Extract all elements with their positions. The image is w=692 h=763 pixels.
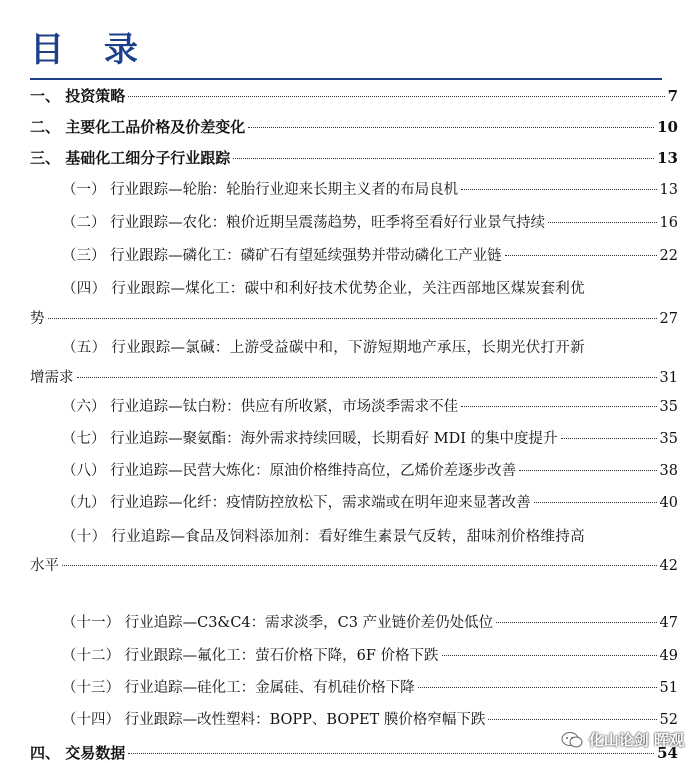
toc-entry-label: （五） 行业跟踪—氯碱：上游受益碳中和，下游短期地产承压，长期光伏打开新 bbox=[62, 340, 585, 356]
toc-entry[interactable] bbox=[30, 309, 678, 329]
toc-entry-label: （九） 行业追踪—化纤：疫情防控放松下，需求端或在明年迎来显著改善 bbox=[62, 495, 531, 511]
toc-entry[interactable] bbox=[62, 613, 678, 633]
toc-page-number: 35 bbox=[659, 431, 678, 447]
toc-page-number: 42 bbox=[659, 558, 678, 574]
toc-entry[interactable] bbox=[62, 397, 678, 417]
toc-entry-continuation: 势 bbox=[30, 311, 45, 327]
toc-leader-dots bbox=[442, 655, 657, 656]
toc-entry-label: （四） 行业跟踪—煤化工：碳中和利好技术优势企业，关注西部地区煤炭套利优 bbox=[62, 281, 585, 297]
watermark-text: 化山论剑 晖观 bbox=[588, 731, 684, 749]
toc-entry-continuation: 增需求 bbox=[30, 370, 74, 386]
page-title: 目 录 bbox=[30, 30, 152, 70]
toc-page-number: 47 bbox=[659, 615, 678, 631]
toc-entry-line bbox=[62, 279, 678, 299]
toc-page-number: 54 bbox=[657, 744, 678, 762]
toc-entry[interactable] bbox=[62, 213, 678, 233]
toc-entry-label: （八） 行业追踪—民营大炼化：原油价格维持高位，乙烯价差逐步改善 bbox=[62, 463, 517, 479]
toc-section[interactable] bbox=[30, 148, 678, 168]
toc-entry[interactable] bbox=[62, 646, 678, 666]
toc-entry-label: （七） 行业追踪—聚氨酯：海外需求持续回暖，长期看好 MDI 的集中度提升 bbox=[62, 431, 558, 447]
toc-entry-label: （三） 行业跟踪—磷化工：磷矿石有望延续强势并带动磷化工产业链 bbox=[62, 248, 502, 264]
toc-entry[interactable] bbox=[62, 246, 678, 266]
toc-page-number: 16 bbox=[659, 215, 678, 231]
toc-leader-dots bbox=[461, 406, 656, 407]
toc-entry-label: （一） 行业跟踪—轮胎：轮胎行业迎来长期主义者的布局良机 bbox=[62, 182, 459, 198]
toc-leader-dots bbox=[461, 189, 656, 190]
toc-leader-dots bbox=[534, 502, 657, 503]
toc-entry[interactable] bbox=[62, 461, 678, 481]
toc-entry-line bbox=[62, 338, 678, 358]
toc-entry[interactable] bbox=[62, 678, 678, 698]
toc-entry-label: （十） 行业追踪—食品及饲料添加剂：看好维生素景气反转，甜味剂价格维持高 bbox=[62, 529, 585, 545]
toc-page-number: 51 bbox=[659, 680, 678, 696]
toc-leader-dots bbox=[418, 687, 657, 688]
toc-leader-dots bbox=[488, 719, 656, 720]
toc-entry-continuation: 水平 bbox=[30, 558, 59, 574]
toc-entry-line bbox=[62, 527, 678, 547]
toc-entry-label: 二、 主要化工品价格及价差变化 bbox=[30, 118, 246, 136]
toc-leader-dots bbox=[519, 470, 656, 471]
toc-leader-dots bbox=[233, 158, 654, 159]
toc-entry[interactable] bbox=[30, 556, 678, 576]
toc-page-number: 27 bbox=[659, 311, 678, 327]
toc-page-number: 13 bbox=[657, 149, 678, 167]
toc-entry-label: 四、 交易数据 bbox=[30, 744, 126, 762]
toc-page-number: 52 bbox=[659, 712, 678, 728]
toc-entry[interactable] bbox=[30, 368, 678, 388]
toc-entry-label: 三、 基础化工细分子行业跟踪 bbox=[30, 149, 231, 167]
toc-leader-dots bbox=[128, 753, 654, 754]
title-rule bbox=[30, 78, 662, 80]
toc-page-number: 38 bbox=[659, 463, 678, 479]
toc-page-number: 49 bbox=[659, 648, 678, 664]
toc-section[interactable] bbox=[30, 86, 678, 106]
toc-entry[interactable] bbox=[62, 429, 678, 449]
toc-entry[interactable] bbox=[62, 710, 678, 730]
toc-leader-dots bbox=[62, 565, 657, 566]
toc-entry-label: （十二） 行业跟踪—氟化工：萤石价格下降，6F 价格下跌 bbox=[62, 648, 439, 664]
toc-page-number: 22 bbox=[659, 248, 678, 264]
toc-leader-dots bbox=[505, 255, 657, 256]
toc-entry-label: （二） 行业跟踪—农化：粮价近期呈震荡趋势，旺季将至看好行业景气持续 bbox=[62, 215, 546, 231]
toc-entry-label: 一、 投资策略 bbox=[30, 87, 126, 105]
toc-entry[interactable] bbox=[62, 180, 678, 200]
watermark bbox=[561, 729, 684, 750]
toc-leader-dots bbox=[77, 377, 657, 378]
wechat-icon bbox=[561, 731, 583, 749]
toc-leader-dots bbox=[548, 222, 656, 223]
toc-entry[interactable] bbox=[62, 493, 678, 513]
toc-leader-dots bbox=[496, 622, 656, 623]
toc-leader-dots bbox=[128, 96, 664, 97]
toc-entry-label: （十一） 行业追踪—C3&C4：需求淡季，C3 产业链价差仍处低位 bbox=[62, 615, 494, 631]
toc-entry-label: （十三） 行业追踪—硅化工：金属硅、有机硅价格下降 bbox=[62, 680, 415, 696]
toc-page-number: 7 bbox=[667, 87, 678, 105]
toc-leader-dots bbox=[48, 318, 657, 319]
toc-page-number: 10 bbox=[657, 118, 678, 136]
toc-page-number: 31 bbox=[659, 370, 678, 386]
toc-entry-label: （十四） 行业跟踪—改性塑料：BOPP、BOPET 膜价格窄幅下跌 bbox=[62, 712, 486, 728]
toc-page-number: 35 bbox=[659, 399, 678, 415]
toc-entry-label: （六） 行业追踪—钛白粉：供应有所收紧，市场淡季需求不佳 bbox=[62, 399, 459, 415]
toc-page-number: 40 bbox=[659, 495, 678, 511]
toc-leader-dots bbox=[561, 438, 657, 439]
toc-leader-dots bbox=[248, 127, 654, 128]
toc-section[interactable] bbox=[30, 117, 678, 137]
toc-page-number: 13 bbox=[659, 182, 678, 198]
